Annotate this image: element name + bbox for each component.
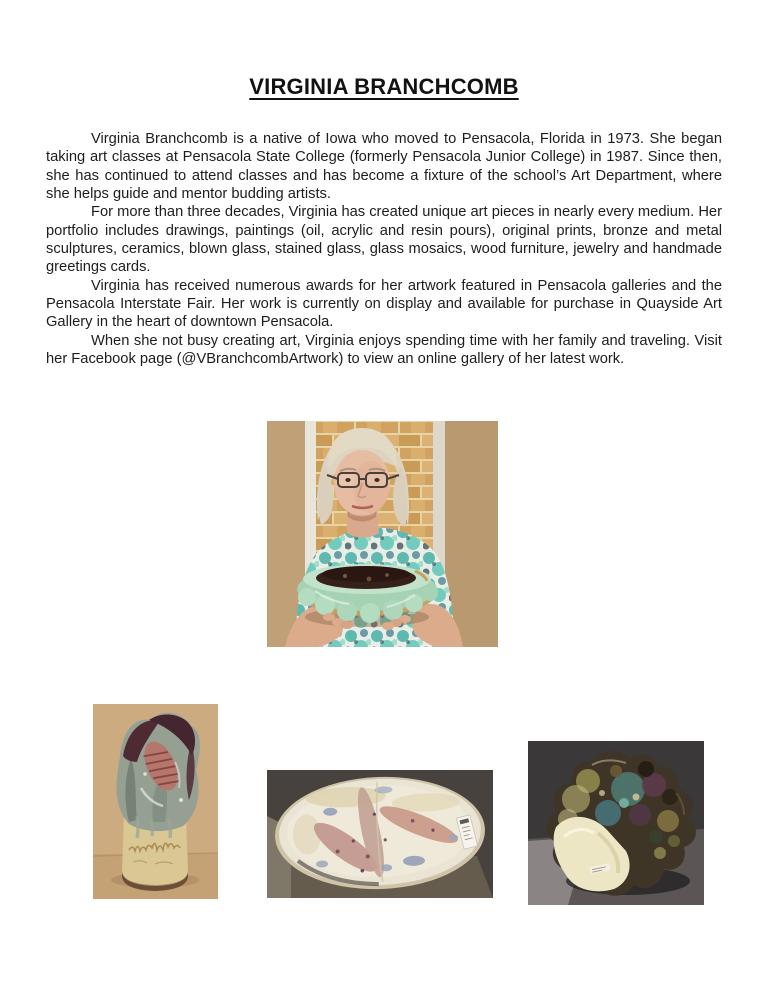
ruffled-bowl-photo bbox=[528, 741, 704, 905]
paragraph-awards: Virginia has received numerous awards for her artwork featured in Pensacola galleries and the Pensacola Interstate Fair. Her work is currently on display and available for purchase in Quayside Art Gallery in the heart of downtown Pensacola. bbox=[46, 277, 722, 331]
paragraph-bio: Virginia Branchcomb is a native of Iowa who moved to Pensacola, Florida in 1973. She began taking art classes at Pensacola State College (formerly Pensacola Junior College) in 1987. Since then, she has continued to attend classes and has become a fixture of the school’s Art Department, where she helps guide and mentor budding artists. bbox=[46, 131, 722, 203]
body-text bbox=[46, 130, 722, 368]
paragraph-personal: When she not busy creating art, Virginia enjoys spending time with her family and traveling. Visit her Facebook page (@VBranchcombArtwork) to view an online gallery of her latest work. bbox=[46, 332, 722, 368]
oval-platter-photo bbox=[267, 770, 493, 898]
paragraph-portfolio: For more than three decades, Virginia has created unique art pieces in nearly every medium. Her portfolio includes drawings, paintings (oil, acrylic and resin pours), original prints, bronze and metal sculptures, ceramics, blown glass, stained glass, glass mosaics, wood furniture, jewelry and handmade greetings cards. bbox=[46, 204, 722, 276]
ceramic-vase-photo bbox=[93, 704, 218, 899]
artist-portrait-photo bbox=[267, 421, 498, 647]
page-title bbox=[0, 74, 768, 100]
page-title-text: VIRGINIA BRANCHCOMB bbox=[249, 74, 519, 99]
